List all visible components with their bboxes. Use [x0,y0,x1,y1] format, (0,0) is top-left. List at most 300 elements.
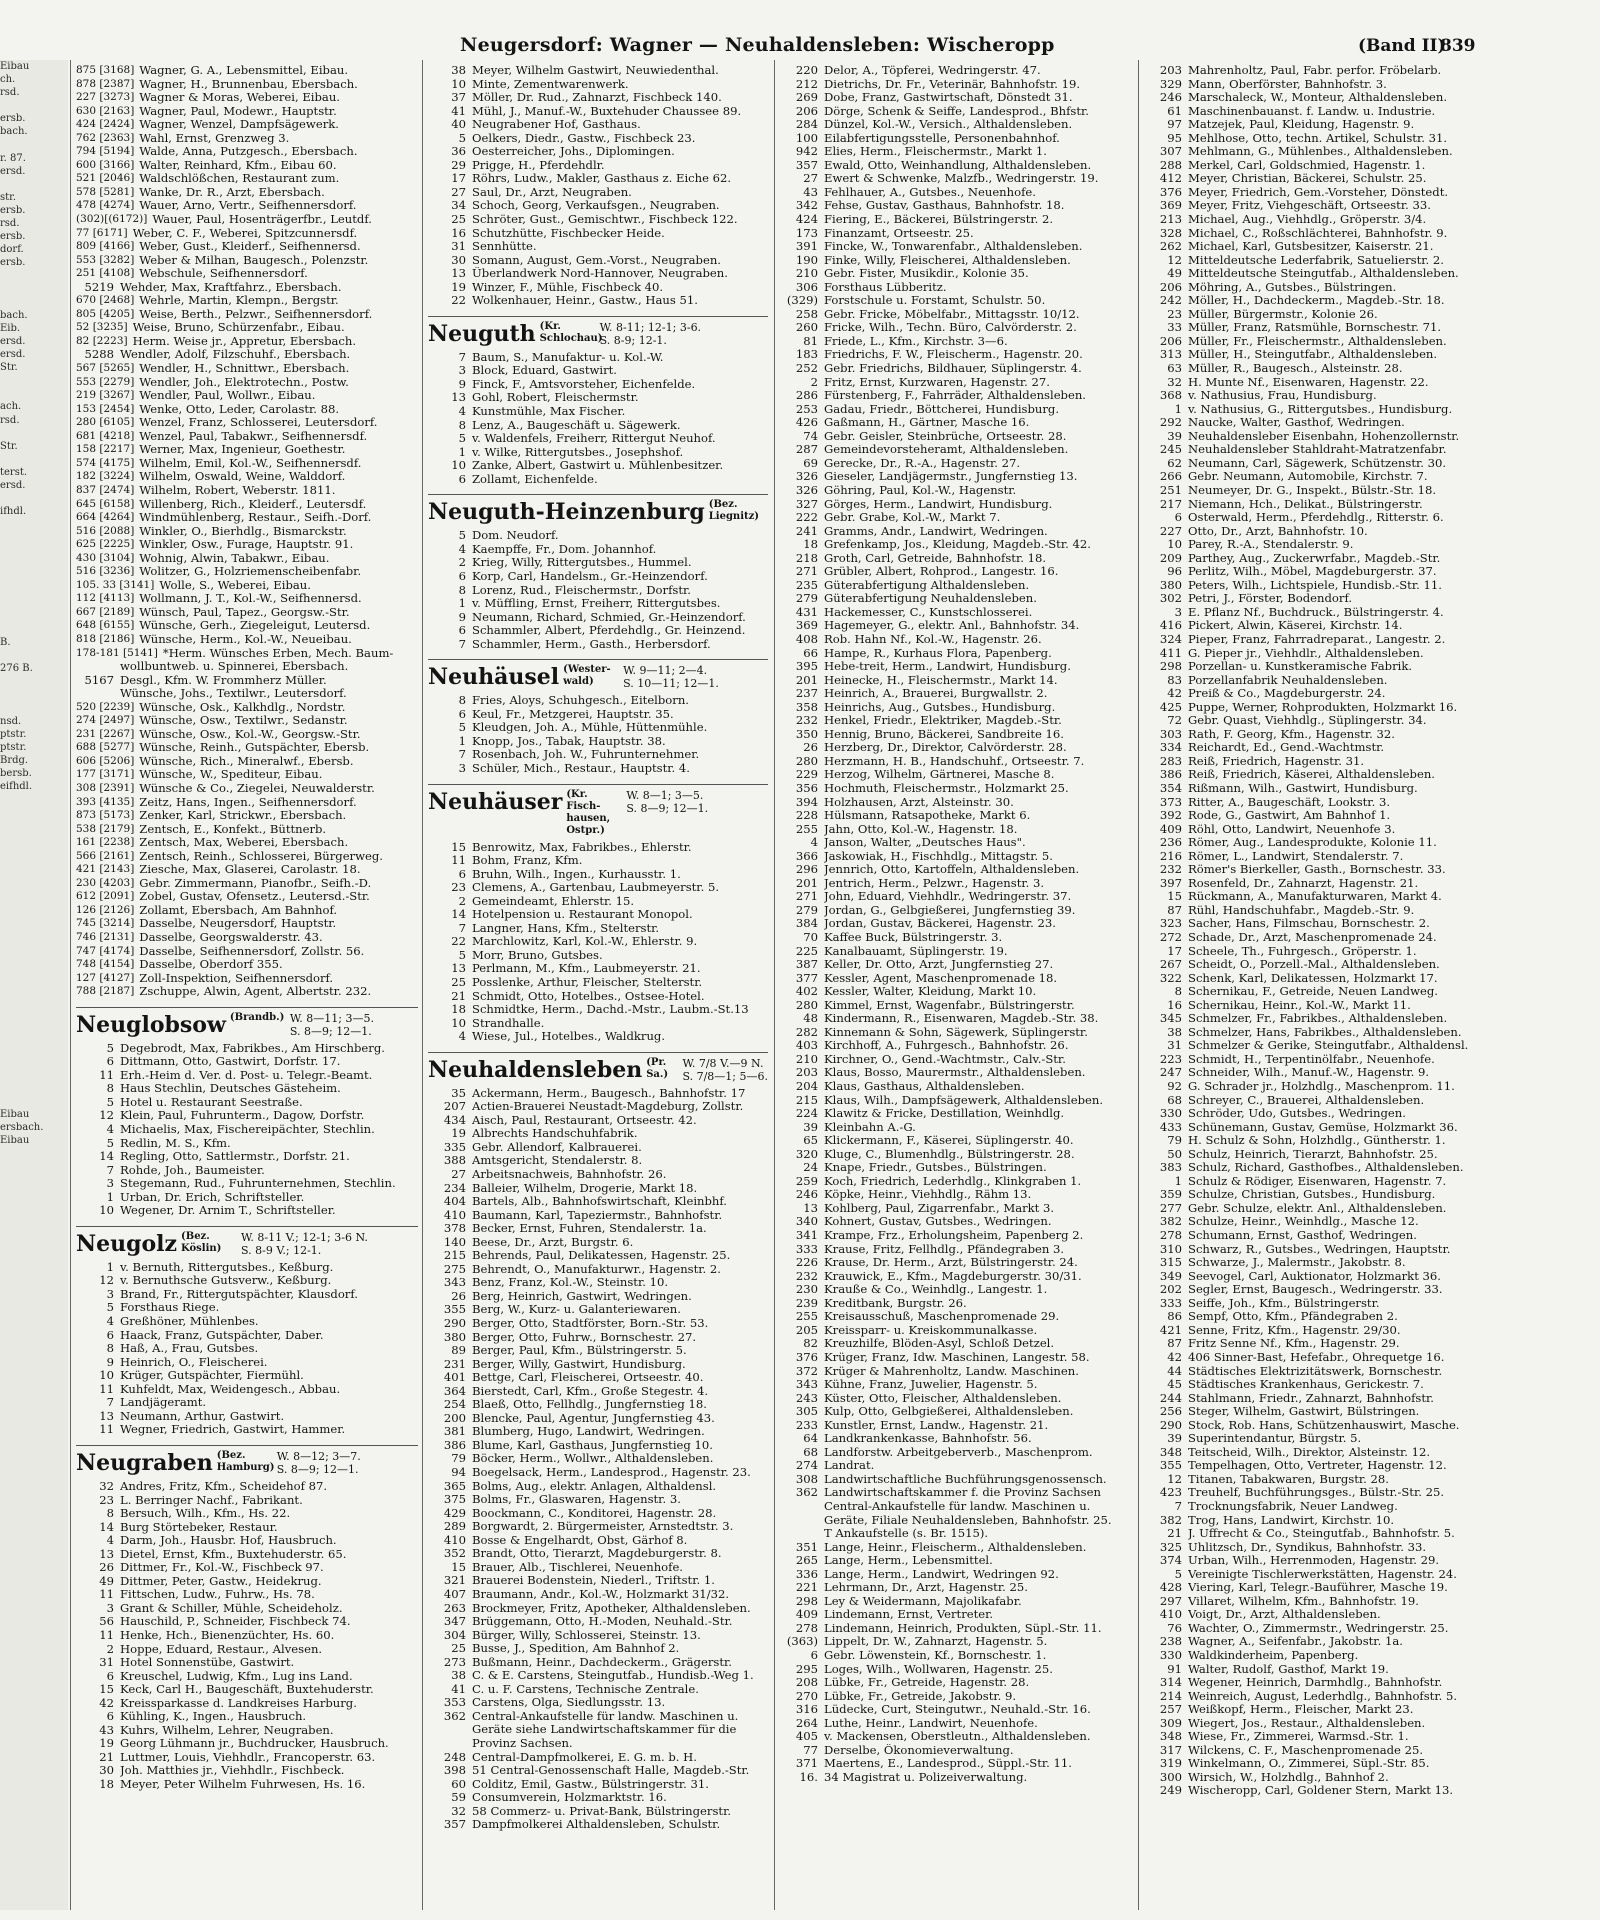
phone-number: (302)[(6172)] [76,213,148,226]
phone-number: 89 [451,1343,466,1358]
directory-entry [428,459,768,473]
subscriber-name: Willenberg, Rich., Kleiderf., Leutersdf. [139,497,367,511]
region-label: (Wester-wald) [563,664,611,688]
subscriber-name: Berger, Otto, Stadtförster, Born.-Str. 53. [472,1317,709,1331]
directory-entry [76,1082,418,1096]
subscriber-name: Neugrabener Hof, Gasthaus. [472,118,641,132]
phone-number: 423 [1159,1485,1182,1500]
subscriber-name: Wolle, S., Weberei, Eibau. [159,578,311,592]
phone-number: 60 [451,1776,466,1791]
subscriber-name: v. Nathusius, Frau, Hundisburg. [1188,389,1377,403]
directory-entry [1144,376,1500,390]
directory-entry [428,267,768,281]
directory-entry [780,633,1132,647]
subscriber-name: Forsthaus Riege. [120,1301,220,1315]
directory-entry [1144,1066,1500,1080]
edge-fragment [0,1291,68,1304]
subscriber-name: C. & E. Carstens, Steingutfab., Hundisb.-Weg 1. [472,1669,754,1683]
phone-number: 4 [106,1314,114,1329]
city-name: Neuhäuser [428,788,563,815]
directory-entry [1144,917,1500,931]
phone-number: 37 [451,90,466,105]
phone-number: 373 [1159,794,1182,809]
directory-entry [76,457,418,471]
phone-number: 425 [1159,699,1182,714]
directory-entry [428,172,768,186]
directory-entry [428,1222,768,1236]
directory-entry [1144,1121,1500,1135]
phone-number: 343 [443,1275,466,1290]
directory-entry [1144,1690,1500,1704]
edge-fragment [0,1186,68,1199]
phone-number: 32 [451,1803,466,1818]
subscriber-name: Bolms, Aug., elektr. Anlagen, Althaldensl. [472,1479,717,1493]
phone-number: 233 [795,1417,818,1432]
subscriber-name: Wünsche & Co., Ziegelei, Neuwalderstr. [139,781,375,795]
directory-entry [428,364,768,378]
directory-entry [76,728,418,742]
subscriber-name: Kuhfeldt, Max, Weidengesch., Abbau. [120,1382,341,1396]
subscriber-name: Herm. Weise jr., Appretur, Ebersbach. [132,334,357,348]
directory-entry [1144,809,1500,823]
directory-entry [428,624,768,638]
region-label: (Bez. Liegnitz) [708,499,760,523]
edge-fragment: Brdg. [0,754,29,766]
phone-number: 248 [443,1749,466,1764]
directory-entry [780,728,1132,742]
subscriber-name: Rosenbach, Joh. W., Fuhrunternehmer. [472,748,700,762]
subscriber-name: Gebr. Grabe, Kol.-W., Markt 7. [824,511,1001,525]
directory-entry [428,145,768,159]
phone-number: 5 [106,1040,114,1055]
directory-entry [76,1643,418,1657]
directory-entry [428,748,768,762]
subscriber-name: Parthey, Aug., Zuckerwrfabr., Magdeb.-Str. [1188,551,1441,565]
directory-entry [780,1175,1132,1189]
phone-number: 300 [1159,1769,1182,1784]
subscriber-name: Henke, Hch., Bienenzüchter, Hs. 60. [120,1628,335,1642]
subscriber-name: Hochmuth, Fleischermstr., Holzmarkt 25. [824,781,1069,795]
volume-label: (Band II) [1358,36,1446,56]
directory-entry [428,1358,768,1372]
directory-entry [76,376,418,390]
directory-entry [428,378,768,392]
phone-number: 48 [803,1011,818,1026]
edge-fragment [0,1238,68,1251]
subscriber-name: Mitteldeutsche Steingutfab., Althaldensleben. [1188,267,1459,281]
phone-number: 382 [1159,1214,1182,1229]
previous-page-edge [0,60,68,1910]
subscriber-name: Meyer, Friedrich, Gem.-Vorsteher, Dönstedt. [1188,185,1449,199]
subscriber-name: 34 Magistrat u. Polizeiverwaltung. [824,1770,1028,1784]
phone-number: 328 [1159,225,1182,240]
subscriber-name: Göhring, Paul, Kol.-W., Hagenstr. [824,483,1017,497]
phone-number: 295 [795,1661,818,1676]
directory-entry [1144,430,1500,444]
phone-number: 317 [1159,1742,1182,1757]
subscriber-name: Puppe, Werner, Rohprodukten, Holzmarkt 16. [1188,700,1458,714]
phone-number: 4 [106,1533,114,1548]
directory-entry [1144,1202,1500,1216]
edge-fragment [0,702,68,715]
directory-entry [1144,227,1500,241]
subscriber-name: Weber, Gust., Kleiderf., Seifhennersd. [139,240,361,254]
subscriber-name: Mehlmann, G., Mühlenbes., Althaldensleben. [1188,145,1453,159]
subscriber-name: Henkel, Friedr., Elektriker, Magdeb.-Str. [824,714,1062,728]
directory-entry [76,1683,418,1697]
phone-number: 206 [1159,333,1182,348]
directory-entry [76,1494,418,1508]
subscriber-name: Rob. Hahn Nf., Kol.-W., Hagenstr. 26. [824,632,1042,646]
phone-number: 6 [458,471,466,486]
subscriber-name: Fincke, W., Tonwarenfabr., Althaldensleben. [824,240,1083,254]
directory-entry [428,1629,768,1643]
directory-entry [1144,647,1500,661]
phone-number: 873 [5173] [76,809,135,822]
subscriber-name: Meyer, Wilhelm Gastwirt, Neuwiedenthal. [472,64,719,77]
subscriber-name: Gramms, Andr., Landwirt, Wedringen. [824,524,1048,538]
phone-number: 410 [1159,1607,1182,1622]
directory-entry [76,1096,418,1110]
directory-entry [1144,1473,1500,1487]
directory-entry [1144,1039,1500,1053]
subscriber-name: Actien-Brauerei Neustadt-Magdeburg, Zollstr. [472,1100,744,1114]
phone-number: 23 [451,880,466,895]
edge-fragment [0,1147,68,1160]
directory-entry [1144,1297,1500,1311]
phone-number: 232 [795,713,818,728]
directory-entry [780,1094,1132,1108]
phone-number: 2 [458,555,466,570]
subscriber-name: Müller, Fr., Fleischermstr., Althaldensleben. [1188,334,1447,348]
directory-entry [780,1405,1132,1419]
directory-entry [428,1642,768,1656]
phone-number: 278 [795,1620,818,1635]
directory-entry [1144,890,1500,904]
phone-number: 10 [451,1015,466,1030]
subscriber-name: Boegelsack, Herm., Landesprod., Hagenstr. 23. [472,1466,751,1480]
office-hours [277,1450,361,1476]
phone-number: 314 [1159,1675,1182,1690]
phone-number: 219 [3267] [76,389,135,402]
directory-entry [780,1365,1132,1379]
directory-entry [780,1080,1132,1094]
directory-entry [428,391,768,405]
edge-fragment [0,1304,68,1317]
directory-entry [1144,1514,1500,1528]
phone-number: 282 [795,1024,818,1039]
subscriber-name: Joh. Matthies jr., Viehhdlr., Fischbeck. [120,1764,345,1778]
phone-number: 380 [443,1329,466,1344]
subscriber-name: Finck, F., Amtsvorsteher, Eichenfelde. [472,377,696,391]
phone-number: 14 [451,907,466,922]
directory-entry [780,376,1132,390]
directory-entry [1144,1012,1500,1026]
phone-number: 319 [1159,1756,1182,1771]
phone-number: 327 [795,496,818,511]
phone-number: 25 [451,212,466,227]
city-heading [76,1007,418,1038]
subscriber-name: Arbeitsnachweis, Bahnhofstr. 26. [472,1168,667,1181]
directory-entry [1144,118,1500,132]
phone-number: 76 [1167,1620,1182,1635]
phone-number: 478 [4274] [76,199,135,212]
phone-number: 371 [795,1756,818,1771]
subscriber-name: Ley & Weidermann, Majolikafabr. [824,1594,1022,1608]
phone-number: 43 [803,184,818,199]
subscriber-name: Segler, Ernst, Baugesch., Wedringerstr. 33. [1188,1283,1443,1297]
phone-number: 227 [3273] [76,91,135,104]
subscriber-name: Werner, Max, Ingenieur, Goethestr. [139,443,346,457]
phone-number: 230 [4203] [76,876,135,889]
phone-number: 10 [451,458,466,473]
city-heading [76,1226,418,1257]
edge-fragment [0,387,68,400]
subscriber-name: Burg Störtebeker, Restaur. [120,1520,278,1534]
edge-fragment: ersbach. [0,1121,44,1133]
phone-number: 6 [458,866,466,881]
phone-number: 386 [443,1437,466,1452]
directory-entry [1144,281,1500,295]
directory-entry [780,985,1132,999]
subscriber-name: Weber & Milhan, Baugesch., Polenzstr. [139,253,369,267]
phone-number: 277 [1159,1200,1182,1215]
subscriber-name: v. Bernuthsche Gutsverw., Keßburg. [120,1274,332,1288]
directory-entry [1144,958,1500,972]
directory-entry [76,1150,418,1164]
phone-number: 126 [2126] [76,903,135,916]
subscriber-name: Berg, Heinrich, Gastwirt, Wedringen. [472,1289,692,1303]
phone-number: 325 [1159,1539,1182,1554]
directory-entry [1144,1324,1500,1338]
edge-fragment [0,584,68,597]
phone-number: 267 [1159,957,1182,972]
directory-entry [76,403,418,417]
page-header [0,0,1600,70]
phone-number: 4 [106,1122,114,1137]
subscriber-name: Kaempffe, Fr., Dom. Johannhof. [472,542,657,556]
subscriber-name: Rißmann, Wilh., Gastwirt, Hundisburg. [1188,781,1418,795]
edge-fragment [0,1278,68,1291]
subscriber-name: Jordan, Gustav, Bäckerei, Hagenstr. 23. [824,917,1056,931]
subscriber-name: Wünsche, W., Spediteur, Eibau. [139,768,323,782]
directory-entry [780,1568,1132,1582]
phone-number: 14 [99,1149,114,1164]
subscriber-name: Ziesche, Max, Glaserei, Carolastr. 18. [139,863,361,877]
phone-number: 253 [795,401,818,416]
subscriber-name: Hülsmann, Ratsapotheke, Markt 6. [824,809,1031,823]
phone-number: 258 [795,306,818,321]
subscriber-name: Oelkers, Diedr., Gastw., Fischbeck 23. [472,131,696,145]
directory-entry [428,1154,768,1168]
subscriber-name: Stahlmann, Friedr., Zahnarzt, Bahnhofstr. [1188,1391,1434,1405]
edge-fragment: nsd. [0,715,22,727]
phone-number: 22 [451,293,466,308]
subscriber-name: Rohde, Joh., Baumeister. [120,1163,265,1177]
directory-entry [780,1256,1132,1270]
directory-entry [76,416,418,430]
directory-entry [428,1683,768,1697]
subscriber-name: Städtisches Elektrizitätswerk, Bornschestr. [1188,1364,1443,1378]
phone-number: 358 [795,699,818,714]
directory-entry [780,592,1132,606]
subscriber-name: Wegner, Friedrich, Gastwirt, Hammer. [120,1423,346,1437]
directory-entry [780,1351,1132,1365]
phone-number: 315 [1159,1255,1182,1270]
phone-number: 127 [4127] [76,971,135,984]
directory-entry [76,823,418,837]
phone-number: 1 [1174,1173,1182,1188]
subscriber-name: Groth, Carl, Getreide, Bahnhofstr. 18. [824,551,1047,565]
page-title: Neugersdorf: Wagner — Neuhaldensleben: Wischeropp [460,34,1055,56]
directory-entry [76,877,418,891]
city-heading [428,316,768,347]
phone-number: 1 [458,596,466,611]
subscriber-name: Landwirtschaftliche Buchführungsgenossensch. [824,1472,1107,1486]
phone-number: 355 [1159,1458,1182,1473]
edge-fragment [0,1173,68,1186]
phone-number: 383 [1159,1160,1182,1175]
phone-number: 66 [803,645,818,660]
directory-entry [428,105,768,119]
subscriber-name: Urban, Dr. Erich, Schriftsteller. [120,1190,305,1204]
directory-entry [780,199,1132,213]
phone-number: 397 [1159,875,1182,890]
subscriber-name: Boockmann, C., Konditorei, Hagenstr. 28. [472,1506,717,1520]
subscriber-name: Krauwick, E., Kfm., Magdeburgerstr. 30/31. [824,1269,1082,1283]
directory-entry [1144,999,1500,1013]
subscriber-name: Jahn, Otto, Kol.-W., Hagenstr. 18. [824,822,1018,836]
phone-number: 374 [1159,1553,1182,1568]
phone-number: 36 [451,144,466,159]
directory-entry [428,1480,768,1494]
edge-fragment [0,1225,68,1238]
directory-entry [1144,1744,1500,1758]
phone-number: 257 [1159,1702,1182,1717]
phone-number: 7 [458,636,466,651]
subscriber-name: Beese, Dr., Arzt, Burgstr. 6. [472,1235,634,1249]
phone-number: 310 [1159,1241,1182,1256]
subscriber-name: Kaffee Buck, Bülstringerstr. 3. [824,931,1003,944]
phone-number: 283 [1159,753,1182,768]
subscriber-name: J. Uffrecht & Co., Steingutfab., Bahnhofstr. 5. [1188,1527,1455,1541]
directory-entry [1144,1148,1500,1162]
edge-fragment [0,990,68,1003]
subscriber-name: Gebr. Schulze, elektr. Anl., Althaldensleben. [1188,1201,1447,1215]
city-name: Neuguth-Heinzenburg [428,499,705,526]
city-name: Neugraben [76,1449,213,1476]
directory-entry [76,484,418,498]
directory-entry [1144,1459,1500,1473]
office-hours-sunday: S. 7/8—1; 5—6. [682,1069,768,1083]
edge-fragment [0,898,68,911]
phone-number: 407 [443,1586,466,1601]
edge-fragment: ch. [0,74,16,86]
phone-number: 762 [2363] [76,131,135,144]
phone-number [76,660,120,674]
subscriber-name: Dittmer, Peter, Gastw., Heidekrug. [120,1574,322,1588]
subscriber-name: Schmidt, Otto, Hotelbes., Ostsee-Hotel. [472,989,705,1003]
subscriber-name: Forstschule u. Forstamt, Schulstr. 50. [824,294,1046,308]
directory-entry [1144,254,1500,268]
phone-number: 266 [1159,469,1182,484]
phone-number: 23 [99,1492,114,1507]
subscriber-name: Friede, L., Kfm., Kirchstr. 3—6. [824,334,1008,348]
phone-number: 578 [5281] [76,185,135,198]
directory-entry [1144,579,1500,593]
subscriber-name: Schade, Dr., Arzt, Maschenpromenade 24. [1188,931,1437,944]
phone-number: 3 [106,1600,114,1615]
phone-number: 3 [458,760,466,775]
phone-number: 5 [106,1094,114,1109]
edge-fragment [0,296,68,309]
phone-number: 316 [795,1702,818,1717]
subscriber-name: Hagemeyer, G., elektr. Anl., Bahnhofstr. 34. [824,619,1080,633]
phone-number: 688 [5277] [76,741,135,754]
subscriber-name: Korp, Carl, Handelsm., Gr.-Heinzendorf. [472,569,708,583]
directory-entry [1144,877,1500,891]
phone-number: 213 [1159,212,1182,227]
phone-number: 5 [106,1135,114,1150]
directory-entry [428,1656,768,1670]
directory-entry [780,538,1132,552]
directory-entry [780,1283,1132,1297]
subscriber-name: Wilckens, C. F., Maschenpromenade 25. [1188,1743,1424,1757]
edge-fragment: ptstr. [0,741,27,753]
phone-number: 21 [99,1749,114,1764]
subscriber-name: Weise, Bruno, Schürzenfabr., Eibau. [132,321,345,335]
phone-number: 39 [1167,428,1182,443]
directory-column-1 [76,64,418,1914]
subscriber-name: Baumann, Karl, Tapeziermstr., Bahnhofstr. [472,1208,723,1222]
directory-entry [428,1182,768,1196]
phone-number: 27 [451,184,466,199]
directory-entry [428,949,768,963]
city-name: Neuguth [428,320,536,347]
phone-number: 324 [1159,631,1182,646]
subscriber-name: Lindemann, Heinrich, Produkten, Süpl.-Str. 11. [824,1621,1102,1635]
phone-number: 18 [803,537,818,552]
subscriber-name: Parey, R.-A., Stendalerstr. 9. [1188,538,1354,552]
subscriber-name: Kleinbahn A.-G. [824,1120,916,1134]
subscriber-name: Balleier, Wilhelm, Drogerie, Markt 18. [472,1181,698,1195]
phone-number: 5 [458,431,466,446]
subscriber-name: Naucke, Walter, Gasthof, Wedringen. [1188,416,1405,430]
directory-entry [76,1548,418,1562]
subscriber-name: Wagner, H., Brunnenbau, Ebersbach. [139,77,358,91]
subscriber-name: Wiegert, Jos., Restaur., Althaldensleben. [1188,1716,1426,1730]
directory-entry [780,457,1132,471]
directory-entry [76,633,418,647]
subscriber-name: Kreditbank, Burgstr. 26. [824,1296,967,1310]
subscriber-name: Schünemann, Gustav, Gemüse, Holzmarkt 36. [1188,1120,1458,1134]
directory-entry [780,647,1132,661]
subscriber-name: Kleudgen, Joh. A., Mühle, Hüttenmühle. [472,721,708,735]
directory-entry [428,1344,768,1358]
directory-entry [1144,1365,1500,1379]
phone-number: 6 [106,1668,114,1683]
phone-number: 395 [795,659,818,674]
directory-entry [76,836,418,850]
subscriber-name: Senne, Fritz, Kfm., Hagenstr. 29/30. [1188,1323,1401,1337]
directory-entry [780,1730,1132,1744]
region-label: (Kr. Fisch-hausen, Ostpr.) [566,788,611,836]
directory-entry [780,1419,1132,1433]
phone-number: 13 [99,1408,114,1423]
subscriber-name: Schmidt, H., Terpentinölfabr., Neuenhofe. [1188,1052,1435,1066]
phone-number: 44 [1167,1363,1182,1378]
directory-entry [780,1012,1132,1026]
